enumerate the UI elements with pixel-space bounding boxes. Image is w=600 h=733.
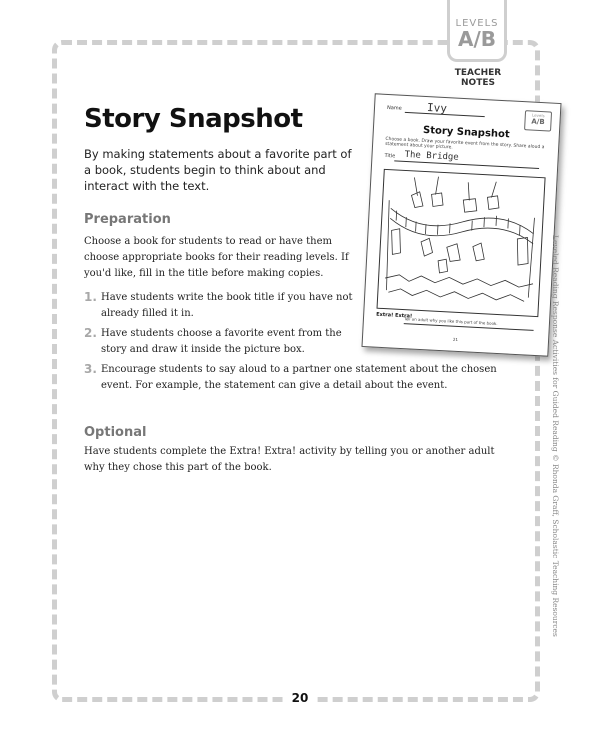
- step-text: Encourage students to say aloud to a partner one statement about the chosen event. For example, the statement can give a detail about the event.: [101, 364, 497, 391]
- level-label: LEVELS: [455, 18, 499, 29]
- step-text: Have students write the book title if you have not already filled it in.: [101, 292, 353, 319]
- preparation-text: Choose a book for students to read or have them choose appropriate books for their reading levels. If you'd like, fill in the title before making copies.: [84, 236, 349, 279]
- worksheet-page-number: 21: [452, 336, 459, 342]
- step-number: 1.: [84, 290, 97, 304]
- worksheet-badge-label: Levels: [531, 112, 545, 119]
- worksheet-name-value: Ivy: [426, 101, 448, 116]
- step-item: [84, 362, 521, 394]
- step-number: 3.: [84, 362, 97, 376]
- worksheet-name-label: Name: [386, 104, 402, 112]
- worksheet-title-line: [394, 160, 539, 169]
- worksheet-title-label: Title: [384, 152, 396, 160]
- worksheet-title-value: The Bridge: [404, 149, 459, 163]
- level-value: A/B: [457, 27, 497, 51]
- worksheet-level-badge: [524, 110, 552, 131]
- worksheet-extra-label: Extra! Extra!: [376, 311, 413, 320]
- step-item: [84, 290, 363, 322]
- bridge-drawing: [378, 170, 545, 316]
- step-number: 2.: [84, 326, 97, 340]
- optional-text: Have students complete the Extra! Extra! activity by telling you or another adult why they chose this part of the book.: [84, 446, 495, 473]
- side-credit: Leveled Reading Response Activities for Guided Reading © Rhonda Graff, Scholastic Teaching Resources: [551, 235, 560, 637]
- worksheet-instructions: Choose a book. Draw your favorite event from the story. Share aloud a statement about your picture.: [384, 136, 545, 151]
- page-number: 20: [283, 690, 317, 706]
- optional-heading: Optional: [84, 425, 147, 440]
- worksheet-badge-value: A/B: [531, 117, 545, 127]
- intro-text: By making statements about a favorite part of a book, students begin to think about and interact with the text.: [84, 147, 352, 193]
- worksheet-extra-text: Tell an adult why you like this part of the book.: [403, 316, 498, 327]
- level-tab: [447, 0, 507, 62]
- page-title: Story Snapshot: [84, 104, 303, 134]
- worksheet-picture-box: [377, 169, 546, 317]
- worksheet-thumbnail: [361, 93, 561, 356]
- teacher-notes-label: TEACHER NOTES: [454, 68, 502, 88]
- worksheet-title: Story Snapshot: [422, 124, 510, 141]
- step-item: [84, 326, 363, 358]
- step-text: Have students choose a favorite event from the story and draw it inside the picture box.: [101, 328, 342, 355]
- preparation-heading: Preparation: [84, 212, 171, 227]
